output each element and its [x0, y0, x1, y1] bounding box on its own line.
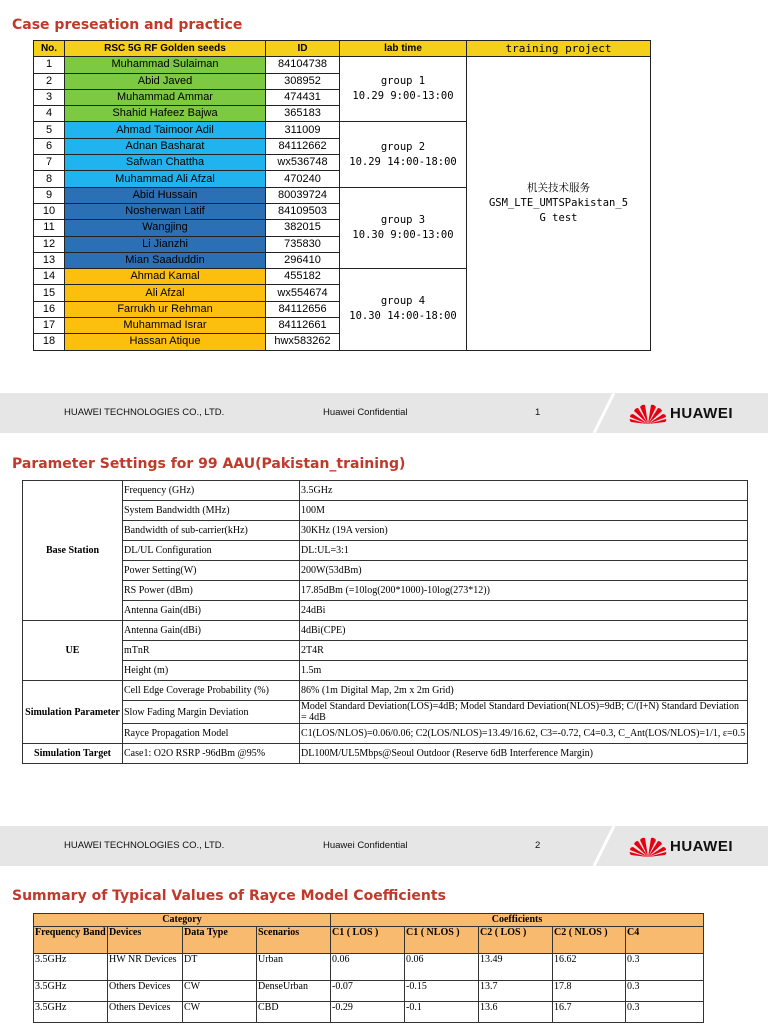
- table-row: [23, 561, 748, 581]
- column-header: C2 ( LOS ): [479, 927, 553, 954]
- seed-name: Wangjing: [65, 220, 266, 236]
- rayce-coefficients-table: [33, 913, 704, 1023]
- parameter-value: 24dBi: [300, 601, 748, 621]
- table-cell: 13.6: [479, 1002, 553, 1023]
- col-header-training-project: training project: [467, 41, 651, 57]
- seed-name: Nosherwan Latif: [65, 203, 266, 219]
- seed-name: Muhammad Ali Afzal: [65, 171, 266, 187]
- table-cell: CBD: [257, 1002, 331, 1023]
- parameter-name: Cell Edge Coverage Probability (%): [123, 681, 300, 701]
- parameter-name: Antenna Gain(dBi): [123, 601, 300, 621]
- seed-name: Adnan Basharat: [65, 138, 266, 154]
- table-cell: 13.49: [479, 954, 553, 981]
- parameter-value: Model Standard Deviation(LOS)=4dB; Model Standard Deviation(NLOS)=9dB; C/(I+N) Standard Deviation = 4dB: [300, 701, 748, 724]
- seed-id: wx554674: [266, 285, 340, 301]
- table-cell: 0.3: [626, 954, 704, 981]
- table-cell: 16.7: [553, 1002, 626, 1023]
- table-row: [23, 581, 748, 601]
- footer-divider-slash: [588, 393, 618, 433]
- table-row: [23, 501, 748, 521]
- footer-divider-slash: [588, 826, 618, 866]
- seed-name: Muhammad Sulaiman: [65, 57, 266, 73]
- training-project-text: 机关技术服务: [527, 181, 590, 194]
- row-number: 5: [34, 122, 65, 138]
- slide3-title: Summary of Typical Values of Rayce Model Coefficients: [12, 888, 446, 904]
- training-project-text: G test: [539, 211, 578, 224]
- parameter-name: DL/UL Configuration: [123, 541, 300, 561]
- table-cell: Others Devices: [108, 981, 183, 1002]
- training-project-cell: [467, 57, 651, 350]
- seed-id: 365183: [266, 106, 340, 122]
- row-number: 10: [34, 203, 65, 219]
- col-header-name: RSC 5G RF Golden seeds: [65, 41, 266, 57]
- table-cell: 0.06: [331, 954, 405, 981]
- seed-id: 474431: [266, 89, 340, 105]
- category-group-header: Category: [34, 914, 331, 927]
- parameter-name: Case1: O2O RSRP -96dBm @95%: [123, 744, 300, 764]
- table-row: [23, 521, 748, 541]
- parameter-name: Slow Fading Margin Deviation: [123, 701, 300, 724]
- section-label: Base Station: [23, 481, 123, 621]
- seed-id: 84112661: [266, 318, 340, 334]
- table-cell: 17.8: [553, 981, 626, 1002]
- table-row: [23, 661, 748, 681]
- row-number: 3: [34, 89, 65, 105]
- table-row: [34, 1002, 704, 1023]
- seed-id: 470240: [266, 171, 340, 187]
- table-cell: 0.3: [626, 981, 704, 1002]
- group-time: 10.29 14:00-18:00: [349, 155, 457, 168]
- lab-time-group: [340, 269, 467, 350]
- slide2-title: Parameter Settings for 99 AAU(Pakistan_training): [12, 456, 406, 472]
- seed-id: hwx583262: [266, 334, 340, 350]
- seed-name: Ahmad Taimoor Adil: [65, 122, 266, 138]
- table-cell: DT: [183, 954, 257, 981]
- seed-name: Shahid Hafeez Bajwa: [65, 106, 266, 122]
- table-cell: 3.5GHz: [34, 1002, 108, 1023]
- footer-page-number: 1: [535, 407, 541, 418]
- table-cell: -0.29: [331, 1002, 405, 1023]
- row-number: 7: [34, 155, 65, 171]
- footer-slide1: [0, 393, 768, 433]
- row-number: 6: [34, 138, 65, 154]
- table-cell: 16.62: [553, 954, 626, 981]
- huawei-logo-text: HUAWEI: [670, 405, 733, 422]
- column-header: C4: [626, 927, 704, 954]
- parameter-value: 17.85dBm (=10log(200*1000)-10log(273*12)): [300, 581, 748, 601]
- table-row: [23, 601, 748, 621]
- huawei-petal-logo-icon: [628, 836, 668, 858]
- group-name: group 1: [380, 75, 426, 88]
- seed-id: 84112656: [266, 301, 340, 317]
- footer-company: HUAWEI TECHNOLOGIES CO., LTD.: [64, 840, 225, 851]
- group-time: 10.30 9:00-13:00: [352, 228, 454, 241]
- table-cell: -0.07: [331, 981, 405, 1002]
- parameter-value: 86% (1m Digital Map, 2m x 2m Grid): [300, 681, 748, 701]
- seed-id: wx536748: [266, 155, 340, 171]
- footer-page-number: 2: [535, 840, 541, 851]
- group-time: 10.30 14:00-18:00: [349, 310, 457, 323]
- parameter-value: 2T4R: [300, 641, 748, 661]
- col-header-lab-time: lab time: [340, 41, 467, 57]
- group-time: 10.29 9:00-13:00: [352, 90, 454, 103]
- footer-slide2: [0, 826, 768, 866]
- seed-id: 308952: [266, 73, 340, 89]
- section-label: Simulation Target: [23, 744, 123, 764]
- table-cell: 0.06: [405, 954, 479, 981]
- section-label: UE: [23, 621, 123, 681]
- parameter-name: Height (m): [123, 661, 300, 681]
- table-row: [34, 57, 651, 73]
- parameter-settings-table: [22, 480, 748, 764]
- table-row: [23, 701, 748, 724]
- group-name: group 2: [380, 140, 426, 153]
- seed-id: 382015: [266, 220, 340, 236]
- parameter-value: DL:UL=3:1: [300, 541, 748, 561]
- table-cell: 3.5GHz: [34, 981, 108, 1002]
- seed-name: Farrukh ur Rehman: [65, 301, 266, 317]
- seed-id: 80039724: [266, 187, 340, 203]
- table-cell: 13.7: [479, 981, 553, 1002]
- group-name: group 4: [380, 295, 426, 308]
- table-cell: 0.3: [626, 1002, 704, 1023]
- lab-time-group: [340, 187, 467, 268]
- row-number: 16: [34, 301, 65, 317]
- seed-name: Mian Saaduddin: [65, 252, 266, 268]
- row-number: 14: [34, 269, 65, 285]
- parameter-name: Bandwidth of sub-carrier(kHz): [123, 521, 300, 541]
- parameter-value: C1(LOS/NLOS)=0.06/0.06; C2(LOS/NLOS)=13.49/16.62, C3=-0.72, C4=0.3, C_Ant(LOS/NLOS)=1/1, ε=0.5: [300, 724, 748, 744]
- seed-id: 296410: [266, 252, 340, 268]
- row-number: 9: [34, 187, 65, 203]
- parameter-name: Frequency (GHz): [123, 481, 300, 501]
- section-label: Simulation Parameter: [23, 681, 123, 744]
- training-project-text: GSM_LTE_UMTSPakistan_5: [488, 196, 629, 209]
- row-number: 17: [34, 318, 65, 334]
- table-row: [23, 541, 748, 561]
- parameter-value: 1.5m: [300, 661, 748, 681]
- table-cell: Others Devices: [108, 1002, 183, 1023]
- table-row: [34, 981, 704, 1002]
- parameter-value: DL100M/UL5Mbps@Seoul Outdoor (Reserve 6dB Interference Margin): [300, 744, 748, 764]
- seed-name: Ali Afzal: [65, 285, 266, 301]
- row-number: 11: [34, 220, 65, 236]
- parameter-value: 30KHz (19A version): [300, 521, 748, 541]
- coefficients-group-header: Coefficients: [331, 914, 704, 927]
- table-cell: HW NR Devices: [108, 954, 183, 981]
- parameter-value: 100M: [300, 501, 748, 521]
- table-cell: DenseUrban: [257, 981, 331, 1002]
- row-number: 1: [34, 57, 65, 73]
- row-number: 2: [34, 73, 65, 89]
- table-cell: CW: [183, 1002, 257, 1023]
- seed-name: Ahmad Kamal: [65, 269, 266, 285]
- column-header: Frequency Band: [34, 927, 108, 954]
- column-header: C1 ( LOS ): [331, 927, 405, 954]
- column-header: C2 ( NLOS ): [553, 927, 626, 954]
- row-number: 8: [34, 171, 65, 187]
- table-row: [23, 744, 748, 764]
- row-number: 4: [34, 106, 65, 122]
- parameter-name: System Bandwidth (MHz): [123, 501, 300, 521]
- parameter-name: RS Power (dBm): [123, 581, 300, 601]
- parameter-value: 4dBi(CPE): [300, 621, 748, 641]
- parameter-name: Power Setting(W): [123, 561, 300, 581]
- col-header-no: No.: [34, 41, 65, 57]
- row-number: 13: [34, 252, 65, 268]
- table-row: [23, 641, 748, 661]
- seed-name: Safwan Chattha: [65, 155, 266, 171]
- column-header: Scenarios: [257, 927, 331, 954]
- seed-name: Muhammad Israr: [65, 318, 266, 334]
- slide1-title: Case preseation and practice: [12, 17, 243, 33]
- lab-time-group: [340, 57, 467, 122]
- table-row: [34, 954, 704, 981]
- col-header-id: ID: [266, 41, 340, 57]
- group-name: group 3: [380, 213, 426, 226]
- seed-id: 311009: [266, 122, 340, 138]
- parameter-name: mTnR: [123, 641, 300, 661]
- table-row: [23, 621, 748, 641]
- table-row: [23, 681, 748, 701]
- seed-name: Abid Hussain: [65, 187, 266, 203]
- seed-id: 455182: [266, 269, 340, 285]
- row-number: 18: [34, 334, 65, 350]
- column-header: Devices: [108, 927, 183, 954]
- column-header: C1 ( NLOS ): [405, 927, 479, 954]
- footer-company: HUAWEI TECHNOLOGIES CO., LTD.: [64, 407, 225, 418]
- parameter-value: 200W(53dBm): [300, 561, 748, 581]
- parameter-name: Antenna Gain(dBi): [123, 621, 300, 641]
- seed-name: Hassan Atique: [65, 334, 266, 350]
- table-cell: -0.1: [405, 1002, 479, 1023]
- footer-confidential: Huawei Confidential: [323, 840, 408, 851]
- huawei-petal-logo-icon: [628, 403, 668, 425]
- table-row: [23, 724, 748, 744]
- seed-id: 84109503: [266, 203, 340, 219]
- lab-time-group: [340, 122, 467, 187]
- row-number: 12: [34, 236, 65, 252]
- row-number: 15: [34, 285, 65, 301]
- seed-id: 84104738: [266, 57, 340, 73]
- footer-confidential: Huawei Confidential: [323, 407, 408, 418]
- golden-seeds-table: [33, 40, 651, 351]
- table-cell: CW: [183, 981, 257, 1002]
- seed-id: 84112662: [266, 138, 340, 154]
- parameter-value: 3.5GHz: [300, 481, 748, 501]
- seed-name: Abid Javed: [65, 73, 266, 89]
- table-cell: Urban: [257, 954, 331, 981]
- seed-name: Li Jianzhi: [65, 236, 266, 252]
- table-cell: -0.15: [405, 981, 479, 1002]
- seed-id: 735830: [266, 236, 340, 252]
- huawei-logo-text: HUAWEI: [670, 838, 733, 855]
- parameter-name: Rayce Propagation Model: [123, 724, 300, 744]
- table-cell: 3.5GHz: [34, 954, 108, 981]
- column-header: Data Type: [183, 927, 257, 954]
- seed-name: Muhammad Ammar: [65, 89, 266, 105]
- table-header-row: [34, 41, 651, 57]
- table-row: [23, 481, 748, 501]
